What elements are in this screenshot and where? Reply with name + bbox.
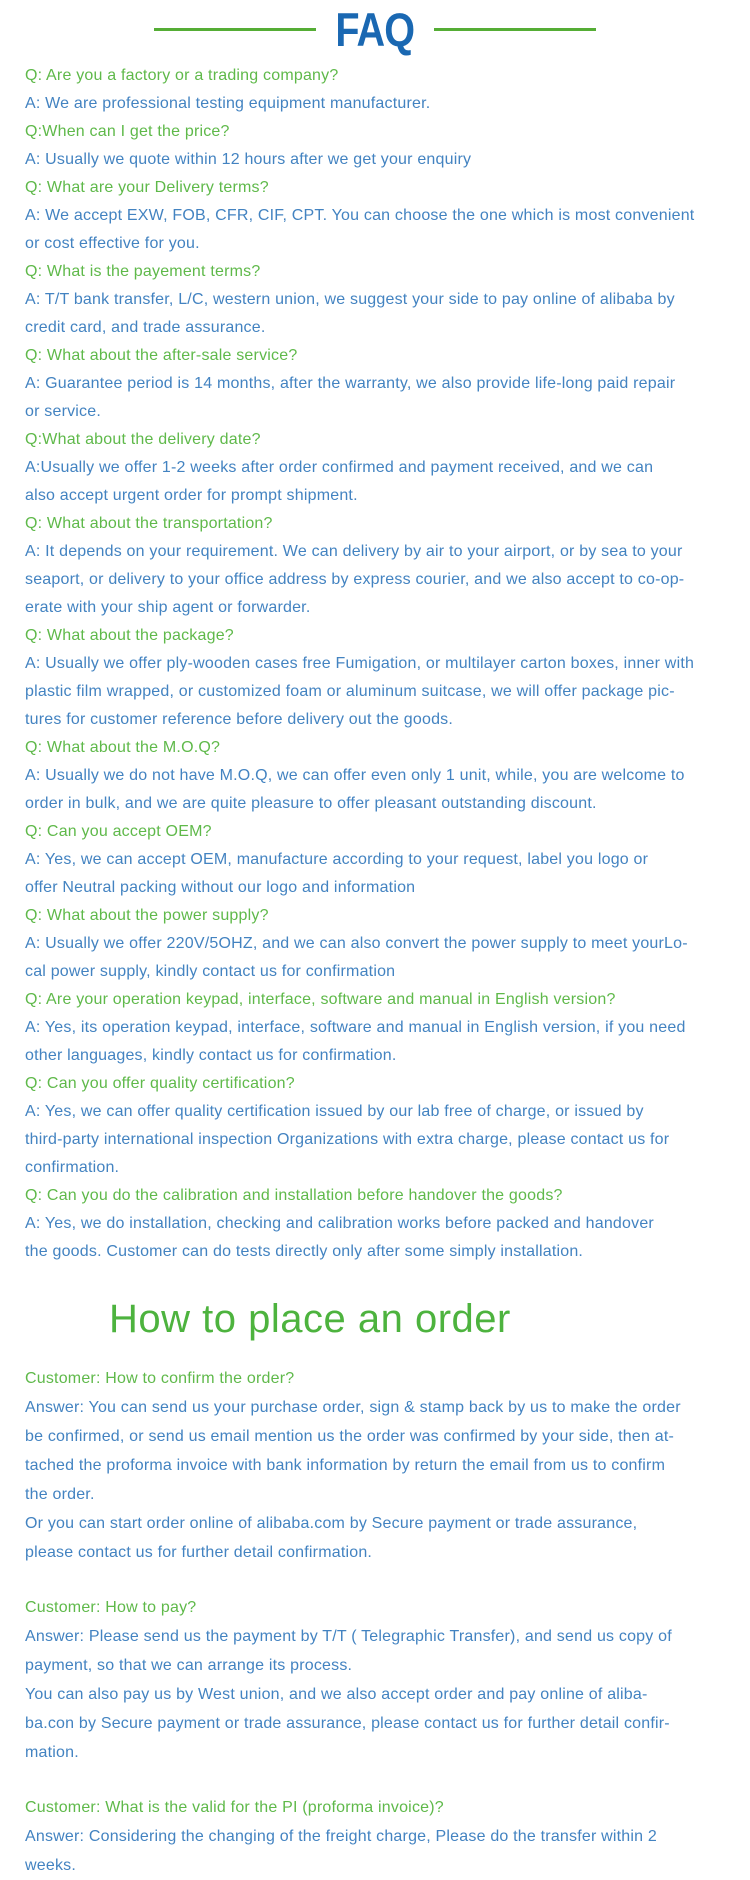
order-section <box>0 1298 750 1880</box>
customer-answer-line: ba.con by Secure payment or trade assurance, please contact us for further detail confir- <box>25 1715 670 1732</box>
customer-question-line: Customer: How to confirm the order? <box>25 1370 295 1387</box>
divider-line-left <box>154 28 316 31</box>
faq-answer-line: A: We are professional testing equipment manufacturer. <box>25 95 431 112</box>
faq-title-row <box>0 0 750 54</box>
customer-question-line: Customer: What is the valid for the PI (proforma invoice)? <box>25 1799 444 1816</box>
faq-answer-line: credit card, and trade assurance. <box>25 319 266 336</box>
faq-question-line: Q:When can I get the price? <box>25 123 230 140</box>
faq-question-line: Q: What about the package? <box>25 627 234 644</box>
divider-line-right <box>434 28 596 31</box>
customer-question-line: Customer: How to pay? <box>25 1599 197 1616</box>
customer-answer-line: the order. <box>25 1486 95 1503</box>
faq-answer-line: A: Usually we do not have M.O.Q, we can offer even only 1 unit, while, you are welcome to <box>25 767 685 784</box>
faq-answer-line: plastic film wrapped, or customized foam or aluminum suitcase, we will offer package pic- <box>25 683 675 700</box>
order-qa-block <box>25 1793 725 1880</box>
faq-answer-line: A: Yes, we can accept OEM, manufacture according to your request, label you logo or <box>25 851 649 868</box>
faq-answer-line: cal power supply, kindly contact us for confirmation <box>25 963 396 980</box>
faq-answer-line: A: Yes, we can offer quality certification issued by our lab free of charge, or issued by <box>25 1103 644 1120</box>
customer-answer-line: payment, so that we can arrange its process. <box>25 1657 353 1674</box>
customer-answer-line: please contact us for further detail confirmation. <box>25 1544 373 1561</box>
customer-answer-line: Answer: You can send us your purchase order, sign & stamp back by us to make the order <box>25 1399 681 1416</box>
faq-question-line: Q: What about the after-sale service? <box>25 347 298 364</box>
faq-answer-line: A: Guarantee period is 14 months, after the warranty, we also provide life-long paid repair <box>25 375 676 392</box>
customer-answer-line: Answer: Considering the changing of the freight charge, Please do the transfer within 2 <box>25 1828 657 1845</box>
faq-title: FAQ <box>335 2 415 56</box>
customer-answer-line: weeks. <box>25 1857 76 1874</box>
faq-answer-line: seaport, or delivery to your office address by express courier, and we also accept to co-op- <box>25 571 685 588</box>
faq-question-line: Q: What about the M.O.Q? <box>25 739 221 756</box>
faq-question-line: Q: Are your operation keypad, interface, software and manual in English version? <box>25 991 616 1008</box>
customer-answer-line: Answer: Please send us the payment by T/T ( Telegraphic Transfer), and send us copy of <box>25 1628 672 1645</box>
faq-question-line: Q: What about the transportation? <box>25 515 273 532</box>
faq-question-line: Q: What are your Delivery terms? <box>25 179 269 196</box>
faq-answer-line: A: T/T bank transfer, L/C, western union, we suggest your side to pay online of alibaba by <box>25 291 675 308</box>
faq-answer-line: other languages, kindly contact us for confirmation. <box>25 1047 397 1064</box>
customer-answer-line: You can also pay us by West union, and we also accept order and pay online of aliba- <box>25 1686 648 1703</box>
order-list <box>0 1340 750 1880</box>
faq-answer-line: order in bulk, and we are quite pleasure to offer pleasant outstanding discount. <box>25 795 597 812</box>
faq-answer-line: A: Usually we offer 220V/5OHZ, and we can also convert the power supply to meet yourLo- <box>25 935 688 952</box>
faq-answer-line: A: Yes, its operation keypad, interface, software and manual in English version, if you need <box>25 1019 686 1036</box>
faq-question-line: Q: What is the payement terms? <box>25 263 261 280</box>
customer-answer-line: Or you can start order online of alibaba.com by Secure payment or trade assurance, <box>25 1515 638 1532</box>
order-heading: How to place an order <box>109 1297 511 1341</box>
faq-answer-line: A: We accept EXW, FOB, CFR, CIF, CPT. You can choose the one which is most convenient <box>25 207 695 224</box>
faq-question-line: Q: Can you accept OEM? <box>25 823 212 840</box>
faq-answer-line: erate with your ship agent or forwarder. <box>25 599 311 616</box>
faq-answer-line: third-party international inspection Organizations with extra charge, please contact us for <box>25 1131 670 1148</box>
faq-answer-line: also accept urgent order for prompt shipment. <box>25 487 358 504</box>
customer-answer-line: mation. <box>25 1744 79 1761</box>
faq-answer-line: A: Usually we quote within 12 hours after we get your enquiry <box>25 151 472 168</box>
order-qa-block <box>25 1364 725 1567</box>
customer-answer-line: tached the proforma invoice with bank information by return the email from us to confirm <box>25 1457 666 1474</box>
faq-answer-line: confirmation. <box>25 1159 120 1176</box>
faq-question-line: Q: Can you do the calibration and installation before handover the goods? <box>25 1187 563 1204</box>
faq-answer-line: or service. <box>25 403 101 420</box>
customer-answer-line: be confirmed, or send us email mention us the order was confirmed by your side, then at- <box>25 1428 675 1445</box>
faq-answer-line: the goods. Customer can do tests directly only after some simply installation. <box>25 1243 584 1260</box>
faq-question-line: Q: What about the power supply? <box>25 907 269 924</box>
faq-answer-line: tures for customer reference before delivery out the goods. <box>25 711 454 728</box>
faq-answer-line: A: It depends on your requirement. We can delivery by air to your airport, or by sea to your <box>25 543 683 560</box>
faq-answer-line: A:Usually we offer 1-2 weeks after order confirmed and payment received, and we can <box>25 459 654 476</box>
faq-question-line: Q:What about the delivery date? <box>25 431 261 448</box>
faq-question-line: Q: Are you a factory or a trading company? <box>25 67 339 84</box>
faq-question-line: Q: Can you offer quality certification? <box>25 1075 295 1092</box>
faq-answer-line: offer Neutral packing without our logo and information <box>25 879 416 896</box>
faq-answer-line: or cost effective for you. <box>25 235 200 252</box>
faq-answer-line: A: Yes, we do installation, checking and calibration works before packed and handover <box>25 1215 654 1232</box>
faq-list <box>0 54 750 1266</box>
order-qa-block <box>25 1593 725 1767</box>
faq-answer-line: A: Usually we offer ply-wooden cases free Fumigation, or multilayer carton boxes, inner with <box>25 655 695 672</box>
